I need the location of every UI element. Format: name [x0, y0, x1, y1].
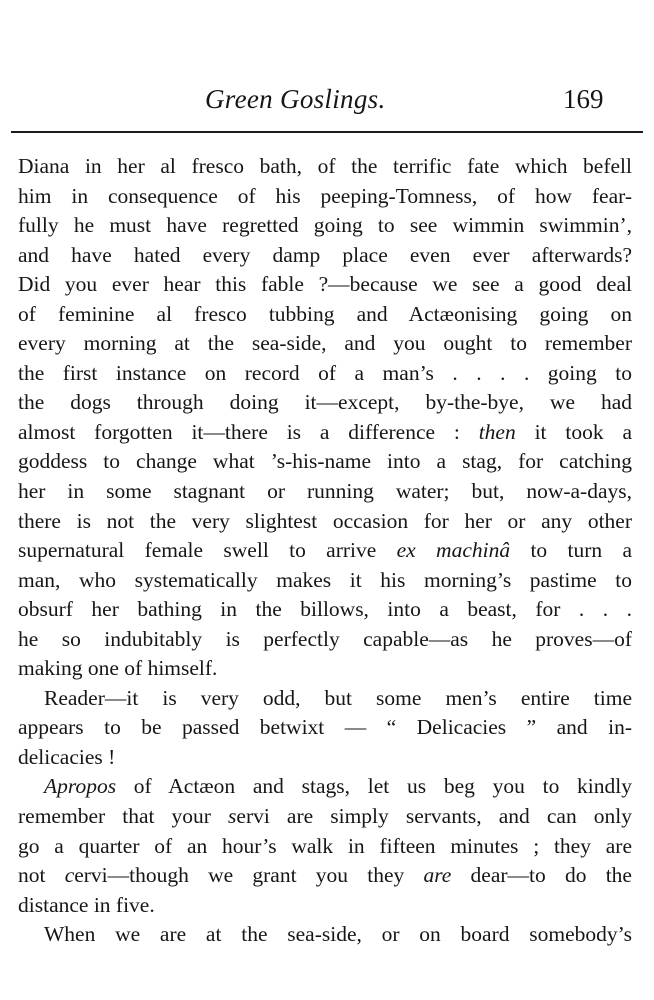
- text-run: her in some stagnant or running water; but, now-a-days,: [18, 479, 632, 504]
- text-run: it took a: [515, 419, 632, 444]
- text-run: ervi—though we grant you they: [74, 863, 424, 888]
- text-line: [18, 625, 632, 655]
- text-run: of feminine al fresco tubbing and Actæonising going on: [18, 301, 632, 326]
- header-rule: [11, 131, 643, 133]
- text-line: [18, 447, 632, 477]
- running-head: Green Goslings.: [205, 84, 386, 114]
- text-run: go a quarter of an hour’s walk in fifteen minutes ; they are: [18, 833, 632, 858]
- italic-text: s: [228, 804, 237, 829]
- text-line: [18, 536, 632, 566]
- text-run: almost forgotten it—there is a difference :: [18, 419, 479, 444]
- text-run: not: [18, 863, 65, 888]
- text-line: [18, 920, 632, 950]
- body-text: [18, 152, 632, 950]
- text-run: supernatural female swell to arrive: [18, 538, 397, 563]
- italic-text: are: [423, 863, 452, 888]
- text-run: remember that your: [18, 804, 229, 829]
- text-line: [18, 772, 632, 802]
- italic-text: Apropos: [44, 774, 117, 799]
- text-run: When we are at the sea-side, or on board somebody’s: [44, 922, 632, 947]
- text-line: [18, 270, 632, 300]
- text-line: [18, 152, 632, 182]
- text-line: [18, 507, 632, 537]
- text-run: appears to be passed betwixt — “ Delicacies ” and in-: [18, 715, 632, 740]
- text-run: delicacies !: [18, 744, 116, 769]
- text-line: [18, 300, 632, 330]
- text-run: the first instance on record of a man’s . . . . going to: [18, 360, 632, 385]
- text-line: [18, 861, 632, 891]
- text-line: [18, 566, 632, 596]
- text-run: dear—to do the: [451, 863, 632, 888]
- text-line: [18, 359, 632, 389]
- text-line: [18, 891, 632, 921]
- text-line: [18, 329, 632, 359]
- text-run: and have hated every damp place even ever afterwards?: [18, 242, 632, 267]
- text-run: every morning at the sea-side, and you ought to remember: [18, 331, 632, 356]
- text-line: [18, 713, 632, 743]
- italic-text: then: [478, 419, 516, 444]
- text-run: of Actæon and stags, let us beg you to kindly: [116, 774, 632, 799]
- page-number: 169: [563, 84, 604, 114]
- text-line: [18, 802, 632, 832]
- text-line: [18, 743, 632, 773]
- italic-text: c: [64, 863, 75, 888]
- text-run: fully he must have regretted going to see wimmin swimmin’,: [18, 213, 632, 238]
- text-line: [18, 211, 632, 241]
- text-line: [18, 182, 632, 212]
- text-run: to turn a: [510, 538, 632, 563]
- text-run: he so indubitably is perfectly capable—as he proves—of: [18, 626, 632, 651]
- text-line: [18, 241, 632, 271]
- text-run: goddess to change what ’s-his-name into a stag, for catching: [18, 449, 632, 474]
- text-run: the dogs through doing it—except, by-the-bye, we had: [18, 390, 632, 415]
- text-run: Did you ever hear this fable ?—because we see a good deal: [18, 272, 632, 297]
- text-run: man, who systematically makes it his morning’s pastime to: [18, 567, 632, 592]
- text-line: [18, 388, 632, 418]
- text-run: him in consequence of his peeping-Tomness, of how fear-: [18, 183, 632, 208]
- text-line: [18, 595, 632, 625]
- text-run: there is not the very slightest occasion for her or any other: [18, 508, 632, 533]
- text-line: [18, 684, 632, 714]
- text-line: [18, 832, 632, 862]
- text-run: making one of himself.: [18, 656, 218, 681]
- text-run: Diana in her al fresco bath, of the terrific fate which befell: [18, 154, 632, 178]
- text-run: distance in five.: [18, 892, 155, 917]
- text-line: [18, 418, 632, 448]
- text-run: obsurf her bathing in the billows, into a beast, for . . .: [18, 597, 632, 622]
- italic-text: ex machinâ: [396, 538, 511, 563]
- text-line: [18, 654, 632, 684]
- text-run: ervi are simply servants, and can only: [236, 804, 633, 829]
- text-line: [18, 477, 632, 507]
- text-run: Reader—it is very odd, but some men’s entire time: [44, 685, 632, 710]
